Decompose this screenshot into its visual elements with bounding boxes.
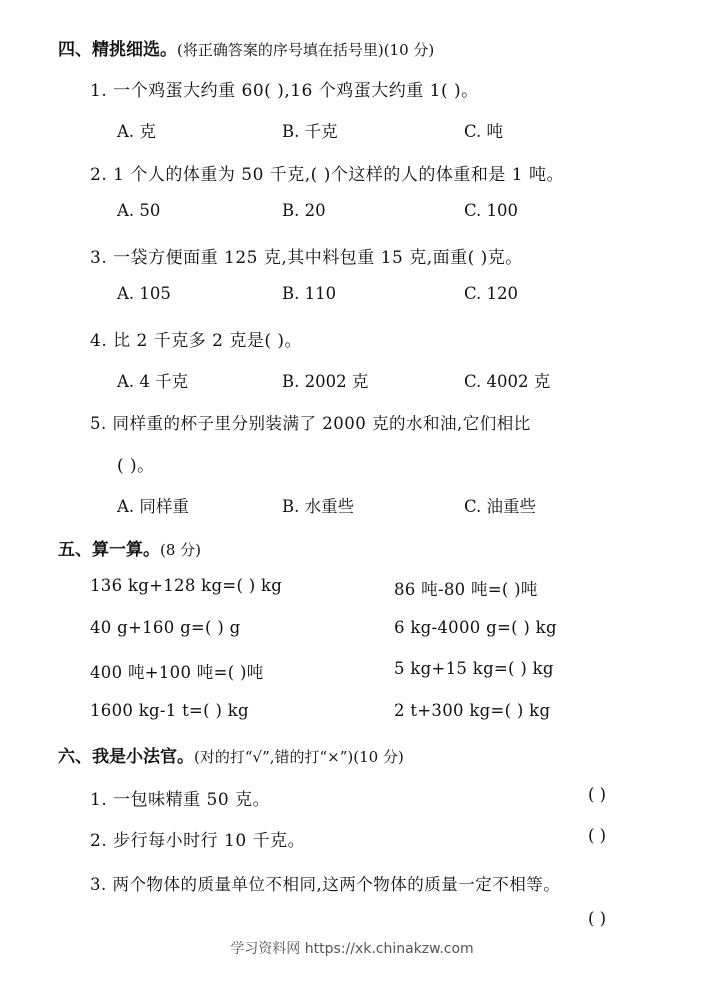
section-5-note: (8 分) — [160, 541, 202, 559]
answer-blank: ( ) — [588, 785, 607, 804]
calc-item: 136 kg+128 kg=( ) kg — [90, 576, 283, 595]
section-4-title: 四、精挑细选。 — [58, 40, 177, 60]
calc-item: 5 kg+15 kg=( ) kg — [394, 659, 554, 678]
option: C. 油重些 — [464, 497, 537, 516]
judge-item-1: 1. 一包味精重 50 克。 — [90, 790, 271, 810]
question-4-4: 4. 比 2 千克多 2 克是( )。 — [90, 331, 303, 351]
option: C. 100 — [464, 201, 519, 220]
judge-item-2: 2. 步行每小时行 10 千克。 — [90, 831, 306, 851]
option: B. 千克 — [282, 122, 338, 141]
calc-item: 400 吨+100 吨=( )吨 — [90, 663, 264, 682]
option: A. 105 — [117, 284, 171, 303]
section-6-note: (对的打“√”,错的打“×”)(10 分) — [194, 748, 404, 766]
option: A. 同样重 — [117, 497, 189, 516]
option: A. 4 千克 — [117, 372, 189, 391]
option: C. 吨 — [464, 122, 504, 141]
question-4-2: 2. 1 个人的体重为 50 千克,( )个这样的人的体重和是 1 吨。 — [90, 165, 564, 185]
calc-item: 1600 kg-1 t=( ) kg — [90, 701, 249, 720]
section-5-heading — [58, 535, 201, 560]
option: B. 水重些 — [282, 497, 355, 516]
option: B. 2002 克 — [282, 372, 369, 391]
calc-item: 40 g+160 g=( ) g — [90, 618, 241, 637]
option: A. 克 — [117, 122, 156, 141]
section-5-title: 五、算一算。 — [58, 540, 160, 560]
question-4-5: 5. 同样重的杯子里分别装满了 2000 克的水和油,它们相比 — [90, 414, 531, 433]
option: B. 20 — [282, 201, 326, 220]
calc-item: 2 t+300 kg=( ) kg — [394, 701, 551, 720]
question-4-3: 3. 一袋方便面重 125 克,其中料包重 15 克,面重( )克。 — [90, 248, 523, 268]
section-4-note: (将正确答案的序号填在括号里)(10 分) — [177, 41, 435, 59]
calc-item: 86 吨-80 吨=( )吨 — [394, 580, 538, 599]
option: C. 4002 克 — [464, 372, 551, 391]
question-4-1: 1. 一个鸡蛋大约重 60( ),16 个鸡蛋大约重 1( )。 — [90, 81, 479, 101]
section-6-heading — [58, 742, 404, 767]
answer-blank: ( ) — [588, 826, 607, 845]
option: A. 50 — [117, 201, 161, 220]
calc-item: 6 kg-4000 g=( ) kg — [394, 618, 557, 637]
footer-watermark: 学习资料网 https://xk.chinakzw.com — [230, 941, 474, 957]
section-6-title: 六、我是小法官。 — [58, 747, 194, 767]
judge-item-3: 3. 两个物体的质量单位不相同,这两个物体的质量一定不相等。 — [90, 875, 561, 894]
option: B. 110 — [282, 284, 337, 303]
answer-blank: ( ) — [588, 909, 607, 928]
section-4-heading — [58, 35, 434, 60]
question-4-5-line2: ( )。 — [117, 456, 155, 476]
option: C. 120 — [464, 284, 519, 303]
